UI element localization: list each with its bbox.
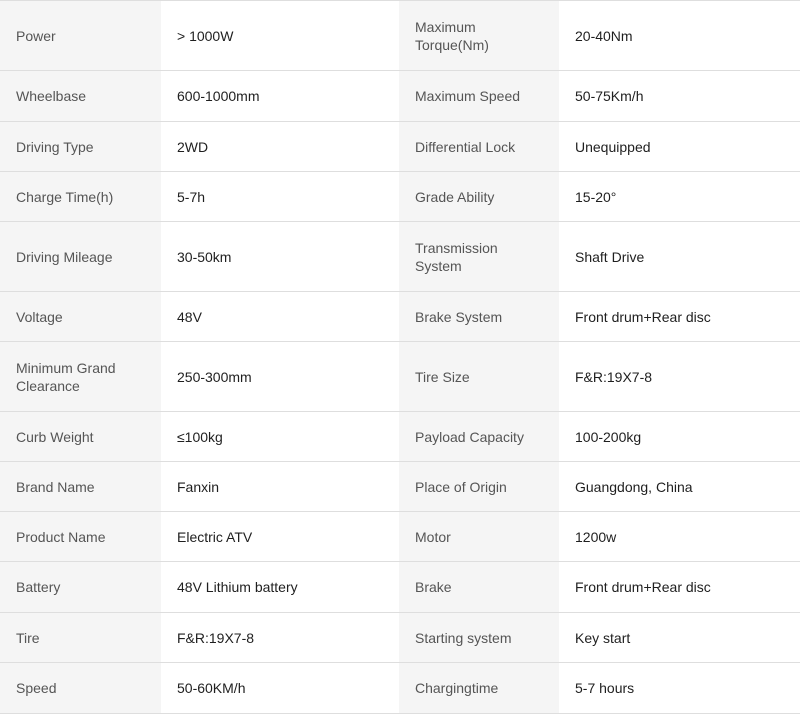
table-row (0, 562, 800, 613)
spec-value: Front drum+Rear disc (559, 292, 800, 342)
table-row (0, 342, 800, 412)
spec-label: Driving Type (0, 122, 161, 172)
spec-value: 50-60KM/h (161, 663, 399, 714)
spec-label: Brand Name (0, 462, 161, 512)
spec-label: Grade Ability (399, 172, 559, 222)
table-row (0, 122, 800, 172)
spec-label: Chargingtime (399, 663, 559, 714)
spec-label: Power (0, 1, 161, 71)
spec-label: Curb Weight (0, 412, 161, 462)
spec-value: 5-7h (161, 172, 399, 222)
table-row (0, 1, 800, 71)
spec-label: Place of Origin (399, 462, 559, 512)
spec-label: Tire Size (399, 342, 559, 412)
spec-label: Product Name (0, 512, 161, 562)
table-row (0, 292, 800, 342)
spec-value: Electric ATV (161, 512, 399, 562)
spec-label: Tire (0, 613, 161, 663)
spec-label: Wheelbase (0, 71, 161, 122)
spec-value: Guangdong, China (559, 462, 800, 512)
spec-label: Voltage (0, 292, 161, 342)
spec-value: 250-300mm (161, 342, 399, 412)
spec-label: Differential Lock (399, 122, 559, 172)
spec-value: 5-7 hours (559, 663, 800, 714)
table-row (0, 512, 800, 562)
spec-value: ≤100kg (161, 412, 399, 462)
table-row (0, 462, 800, 512)
table-row (0, 71, 800, 122)
spec-label: Speed (0, 663, 161, 714)
table-row (0, 222, 800, 292)
spec-label: Minimum Grand Clearance (0, 342, 161, 412)
spec-value: 1200w (559, 512, 800, 562)
spec-value: F&R:19X7-8 (559, 342, 800, 412)
spec-label: Brake (399, 562, 559, 613)
spec-value: > 1000W (161, 1, 399, 71)
table-row (0, 412, 800, 462)
table-row (0, 613, 800, 663)
spec-value: 30-50km (161, 222, 399, 292)
spec-label: Brake System (399, 292, 559, 342)
spec-value: 48V (161, 292, 399, 342)
spec-label: Driving Mileage (0, 222, 161, 292)
table-row (0, 663, 800, 714)
spec-label: Payload Capacity (399, 412, 559, 462)
spec-label: Battery (0, 562, 161, 613)
spec-value: 100-200kg (559, 412, 800, 462)
spec-value: Shaft Drive (559, 222, 800, 292)
spec-value: 48V Lithium battery (161, 562, 399, 613)
spec-label: Maximum Speed (399, 71, 559, 122)
spec-value: Key start (559, 613, 800, 663)
spec-value: Fanxin (161, 462, 399, 512)
spec-value: 50-75Km/h (559, 71, 800, 122)
spec-value: F&R:19X7-8 (161, 613, 399, 663)
table-row (0, 172, 800, 222)
spec-label: Maximum Torque(Nm) (399, 1, 559, 71)
spec-value: 600-1000mm (161, 71, 399, 122)
spec-label: Starting system (399, 613, 559, 663)
spec-label: Charge Time(h) (0, 172, 161, 222)
spec-value: 2WD (161, 122, 399, 172)
spec-label: Transmission System (399, 222, 559, 292)
spec-value: Front drum+Rear disc (559, 562, 800, 613)
spec-value: Unequipped (559, 122, 800, 172)
spec-value: 15-20° (559, 172, 800, 222)
spec-value: 20-40Nm (559, 1, 800, 71)
spec-label: Motor (399, 512, 559, 562)
